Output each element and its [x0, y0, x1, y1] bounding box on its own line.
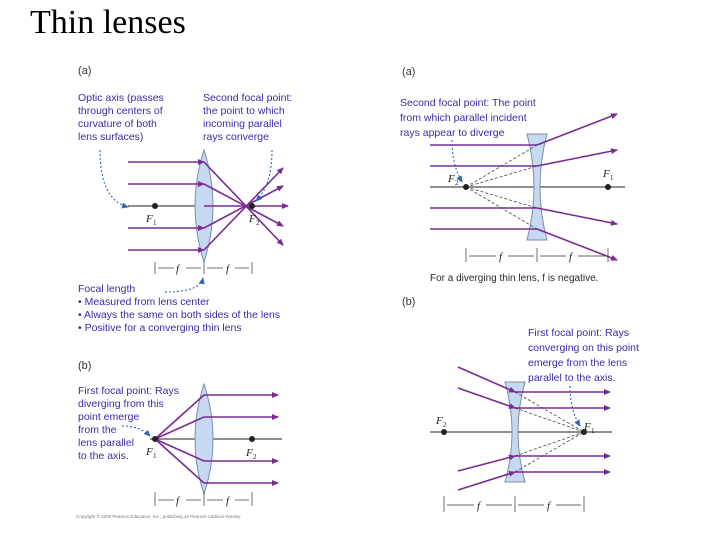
panel-label-conv-b: (b) — [78, 360, 92, 372]
focal-length-note-1: • Measured from lens center — [78, 296, 210, 308]
f-label-div-a-right: f — [569, 251, 573, 263]
converging-panel-b — [76, 360, 282, 519]
second-focal-label-div — [400, 97, 536, 139]
F2-div-subscript: 2 — [455, 179, 459, 187]
first-focal-conv-line-2: diverging from this — [78, 398, 164, 410]
F1-subscript: 1 — [153, 219, 157, 227]
converging-panel-a — [78, 65, 292, 334]
F1-div-subscript: 1 — [610, 174, 614, 182]
focal-length-measure-div-b — [444, 496, 584, 512]
f-label-div-b-left: f — [477, 500, 481, 512]
first-focal-label-div — [528, 327, 639, 384]
panel-label-div-a: (a) — [402, 66, 416, 78]
div-second-focal-line-2: from which parallel incident — [400, 112, 527, 124]
div-second-focal-line-3: rays appear to diverge — [400, 127, 505, 139]
F2-symbol: F — [249, 213, 256, 225]
div-first-focal-line-2: converging on this point — [528, 342, 639, 354]
focal-point-F2-div-b — [441, 429, 447, 435]
optic-axis-line-3: curvature of both — [78, 118, 157, 130]
div-first-focal-line-3: emerge from the lens — [528, 357, 628, 369]
F1-div-b-subscript: 1 — [591, 427, 595, 435]
focal-length-measure-b — [155, 492, 252, 507]
second-focal-line-2: the point to which — [203, 105, 285, 117]
converging-rays — [204, 162, 288, 250]
diverging-caption: For a diverging thin lens, f is negative. — [430, 273, 599, 284]
first-focal-pointer-conv — [122, 426, 150, 436]
optic-axis-line-2: through centers of — [78, 105, 163, 117]
second-focal-line-4: rays converge — [203, 131, 269, 143]
div-second-focal-line-1: Second focal point: The point — [400, 97, 536, 109]
first-focal-conv-line-1: First focal point: Rays — [78, 385, 179, 397]
f-label-b-left: f — [176, 495, 180, 507]
optic-axis-label — [78, 92, 164, 143]
optic-axis-pointer — [100, 150, 128, 207]
focal-length-measure-div-a — [466, 248, 608, 263]
F1-b-symbol: F — [146, 446, 153, 458]
F1-div-symbol: F — [603, 168, 610, 180]
second-focal-line-1: Second focal point: — [203, 92, 293, 104]
f-label-div-b-right: f — [547, 500, 551, 512]
focal-point-F1 — [152, 203, 158, 209]
second-focal-line-3: incoming parallel — [203, 118, 282, 130]
first-focal-conv-line-3: point emerge — [78, 411, 140, 423]
F2-div-symbol: F — [448, 173, 455, 185]
focal-length-note-3: • Positive for a converging thin lens — [78, 322, 242, 334]
F1-b-subscript: 1 — [153, 452, 157, 460]
F2-b-symbol: F — [246, 447, 253, 459]
focal-length-pointer — [165, 278, 203, 292]
div-first-focal-line-1: First focal point: Rays — [528, 327, 629, 339]
slide-title: Thin lenses — [30, 4, 186, 41]
panel-label-conv-a: (a) — [78, 65, 92, 77]
panel-label-div-b: (b) — [402, 296, 416, 308]
f-label-right: f — [226, 263, 230, 275]
F2-subscript: 2 — [256, 219, 260, 227]
first-focal-label-conv — [78, 385, 179, 462]
f-label-left: f — [176, 263, 180, 275]
F2-b-subscript: 2 — [253, 453, 257, 461]
first-focal-conv-line-6: to the axis. — [78, 450, 129, 462]
div-first-focal-line-4: parallel to the axis. — [528, 372, 616, 384]
diverging-panel-b — [402, 296, 639, 512]
focal-length-heading: Focal length — [78, 283, 136, 295]
first-focal-conv-line-5: lens parallel — [78, 437, 135, 449]
first-focal-conv-line-4: from the — [78, 424, 117, 436]
copyright-text: Copyright © 2008 Pearson Education, Inc., publishing as Pearson Addison-Wesley. — [76, 514, 242, 519]
second-focal-label-conv — [203, 92, 292, 143]
F2-div-b-subscript: 2 — [443, 421, 447, 429]
focal-point-F2-div — [463, 184, 469, 190]
focal-point-F2-b — [249, 436, 255, 442]
optic-axis-line-1: Optic axis (passes — [78, 92, 164, 104]
optic-axis-line-4: lens surfaces) — [78, 131, 144, 143]
F1-symbol: F — [146, 213, 153, 225]
F2-div-b-symbol: F — [436, 415, 443, 427]
f-label-b-right: f — [226, 495, 230, 507]
focal-point-F1-div — [605, 184, 611, 190]
F1-div-b-symbol: F — [584, 421, 591, 433]
focal-point-F2 — [249, 203, 255, 209]
focal-length-measure — [155, 262, 252, 275]
diverging-panel-a — [400, 66, 625, 284]
f-label-div-a-left: f — [499, 251, 503, 263]
focal-point-F1-b — [152, 436, 158, 442]
focal-length-note-2: • Always the same on both sides of the lens — [78, 309, 281, 321]
